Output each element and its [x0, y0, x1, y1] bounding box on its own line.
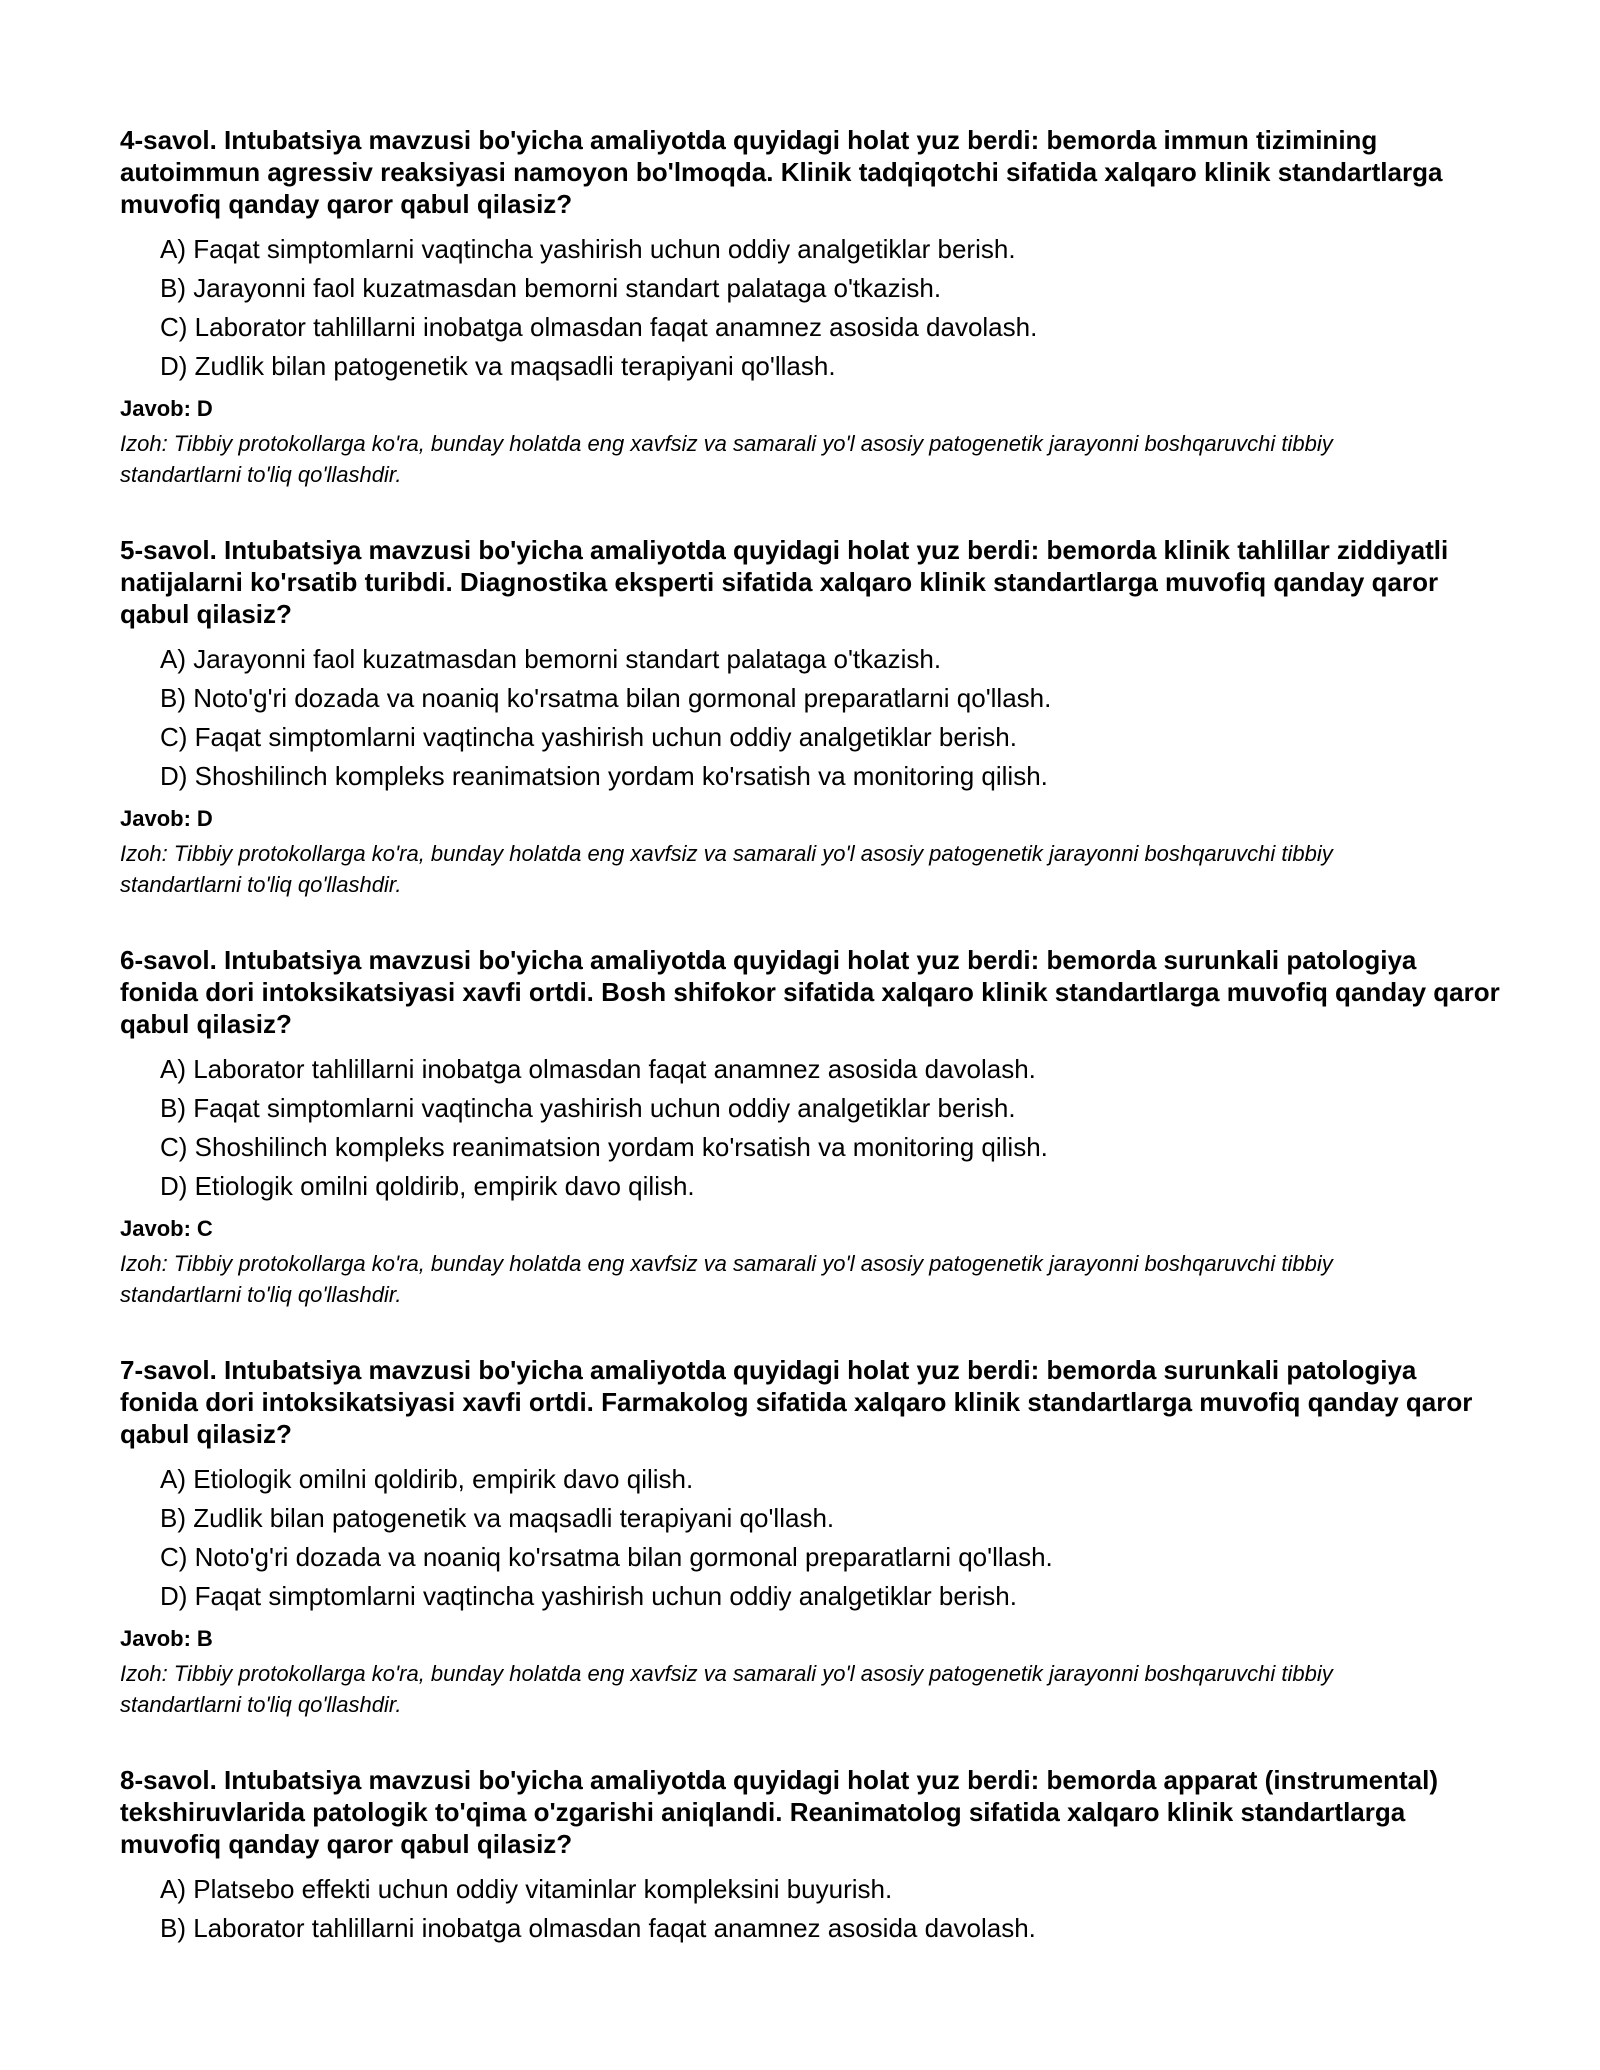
explanation-note: Izoh: Tibbiy protokollarga ko'ra, bunday holatda eng xavfsiz va samarali yo'l asosiy patogenetik jarayonni boshqaruvchi tibbiy standartlarni to'liq qo'llashdir.	[120, 1251, 1333, 1307]
option-d: D) Zudlik bilan patogenetik va maqsadli terapiyani qo'llash.	[160, 351, 836, 381]
question-block	[120, 534, 1500, 900]
answer-label: Javob:	[120, 1216, 191, 1241]
answer-label: Javob:	[120, 396, 191, 421]
answer-value: C	[196, 1216, 213, 1241]
option-b: B) Zudlik bilan patogenetik va maqsadli terapiyani qo'llash.	[160, 1503, 835, 1533]
question-title: 4-savol. Intubatsiya mavzusi bo'yicha amaliyotda quyidagi holat yuz berdi: bemorda immun tizimining autoimmun agressiv reaksiyasi namoyon bo'lmoqda. Klinik tadqiqotchi sifatida xalqaro klinik standartlarga muvofiq qanday qaror qabul qilasiz?	[120, 125, 1443, 219]
option-a: A) Etiologik omilni qoldirib, empirik davo qilish.	[160, 1464, 694, 1494]
option-b: B) Laborator tahlillarni inobatga olmasdan faqat anamnez asosida davolash.	[160, 1913, 1036, 1943]
question-block	[120, 1354, 1500, 1720]
option-c: C) Laborator tahlillarni inobatga olmasdan faqat anamnez asosida davolash.	[160, 312, 1038, 342]
option-list	[120, 1050, 1500, 1206]
question-title: 8-savol. Intubatsiya mavzusi bo'yicha amaliyotda quyidagi holat yuz berdi: bemorda apparat (instrumental) tekshiruvlarida patologik to'qima o'zgarishi aniqlandi. Reanimatolog sifatida xalqaro klinik standartlarga muvofiq qanday qaror qabul qilasiz?	[120, 1765, 1439, 1859]
explanation-note: Izoh: Tibbiy protokollarga ko'ra, bunday holatda eng xavfsiz va samarali yo'l asosiy patogenetik jarayonni boshqaruvchi tibbiy standartlarni to'liq qo'llashdir.	[120, 431, 1333, 487]
option-c: C) Noto'g'ri dozada va noaniq ko'rsatma bilan gormonal preparatlarni qo'llash.	[160, 1542, 1053, 1572]
option-c: C) Shoshilinch kompleks reanimatsion yordam ko'rsatish va monitoring qilish.	[160, 1132, 1048, 1162]
option-a: A) Laborator tahlillarni inobatga olmasdan faqat anamnez asosida davolash.	[160, 1054, 1036, 1084]
option-c: C) Faqat simptomlarni vaqtincha yashirish uchun oddiy analgetiklar berish.	[160, 722, 1017, 752]
answer-label: Javob:	[120, 806, 191, 831]
explanation-note: Izoh: Tibbiy protokollarga ko'ra, bunday holatda eng xavfsiz va samarali yo'l asosiy patogenetik jarayonni boshqaruvchi tibbiy standartlarni to'liq qo'llashdir.	[120, 841, 1333, 897]
option-list	[120, 1460, 1500, 1616]
option-d: D) Shoshilinch kompleks reanimatsion yordam ko'rsatish va monitoring qilish.	[160, 761, 1048, 791]
option-a: A) Platsebo effekti uchun oddiy vitaminlar kompleksini buyurish.	[160, 1874, 893, 1904]
answer-label: Javob:	[120, 1626, 191, 1651]
option-a: A) Faqat simptomlarni vaqtincha yashirish uchun oddiy analgetiklar berish.	[160, 234, 1016, 264]
document-page	[120, 124, 1500, 1992]
option-b: B) Noto'g'ri dozada va noaniq ko'rsatma bilan gormonal preparatlarni qo'llash.	[160, 683, 1052, 713]
option-d: D) Faqat simptomlarni vaqtincha yashirish uchun oddiy analgetiklar berish.	[160, 1581, 1017, 1611]
question-title: 7-savol. Intubatsiya mavzusi bo'yicha amaliyotda quyidagi holat yuz berdi: bemorda surunkali patologiya fonida dori intoksikatsiyasi xavfi ortdi. Farmakolog sifatida xalqaro klinik standartlarga muvofiq qanday qaror qabul qilasiz?	[120, 1355, 1473, 1449]
option-b: B) Faqat simptomlarni vaqtincha yashirish uchun oddiy analgetiklar berish.	[160, 1093, 1016, 1123]
answer-line	[120, 1624, 1500, 1654]
option-list	[120, 1870, 1500, 1948]
option-list	[120, 640, 1500, 796]
option-list	[120, 230, 1500, 386]
answer-line	[120, 804, 1500, 834]
explanation-note: Izoh: Tibbiy protokollarga ko'ra, bunday holatda eng xavfsiz va samarali yo'l asosiy patogenetik jarayonni boshqaruvchi tibbiy standartlarni to'liq qo'llashdir.	[120, 1661, 1333, 1717]
question-block	[120, 124, 1500, 490]
option-b: B) Jarayonni faol kuzatmasdan bemorni standart palataga o'tkazish.	[160, 273, 942, 303]
question-title: 5-savol. Intubatsiya mavzusi bo'yicha amaliyotda quyidagi holat yuz berdi: bemorda klinik tahlillar ziddiyatli natijalarni ko'rsatib turibdi. Diagnostika eksperti sifatida xalqaro klinik standartlarga muvofiq qanday qaror qabul qilasiz?	[120, 535, 1449, 629]
answer-line	[120, 394, 1500, 424]
answer-value: D	[196, 396, 213, 421]
answer-value: D	[196, 806, 213, 831]
answer-line	[120, 1214, 1500, 1244]
question-block	[120, 944, 1500, 1310]
option-a: A) Jarayonni faol kuzatmasdan bemorni standart palataga o'tkazish.	[160, 644, 942, 674]
option-d: D) Etiologik omilni qoldirib, empirik davo qilish.	[160, 1171, 695, 1201]
question-title: 6-savol. Intubatsiya mavzusi bo'yicha amaliyotda quyidagi holat yuz berdi: bemorda surunkali patologiya fonida dori intoksikatsiyasi xavfi ortdi. Bosh shifokor sifatida xalqaro klinik standartlarga muvofiq qanday qaror qabul qilasiz?	[120, 945, 1500, 1039]
question-block	[120, 1764, 1500, 1948]
answer-value: B	[196, 1626, 213, 1651]
